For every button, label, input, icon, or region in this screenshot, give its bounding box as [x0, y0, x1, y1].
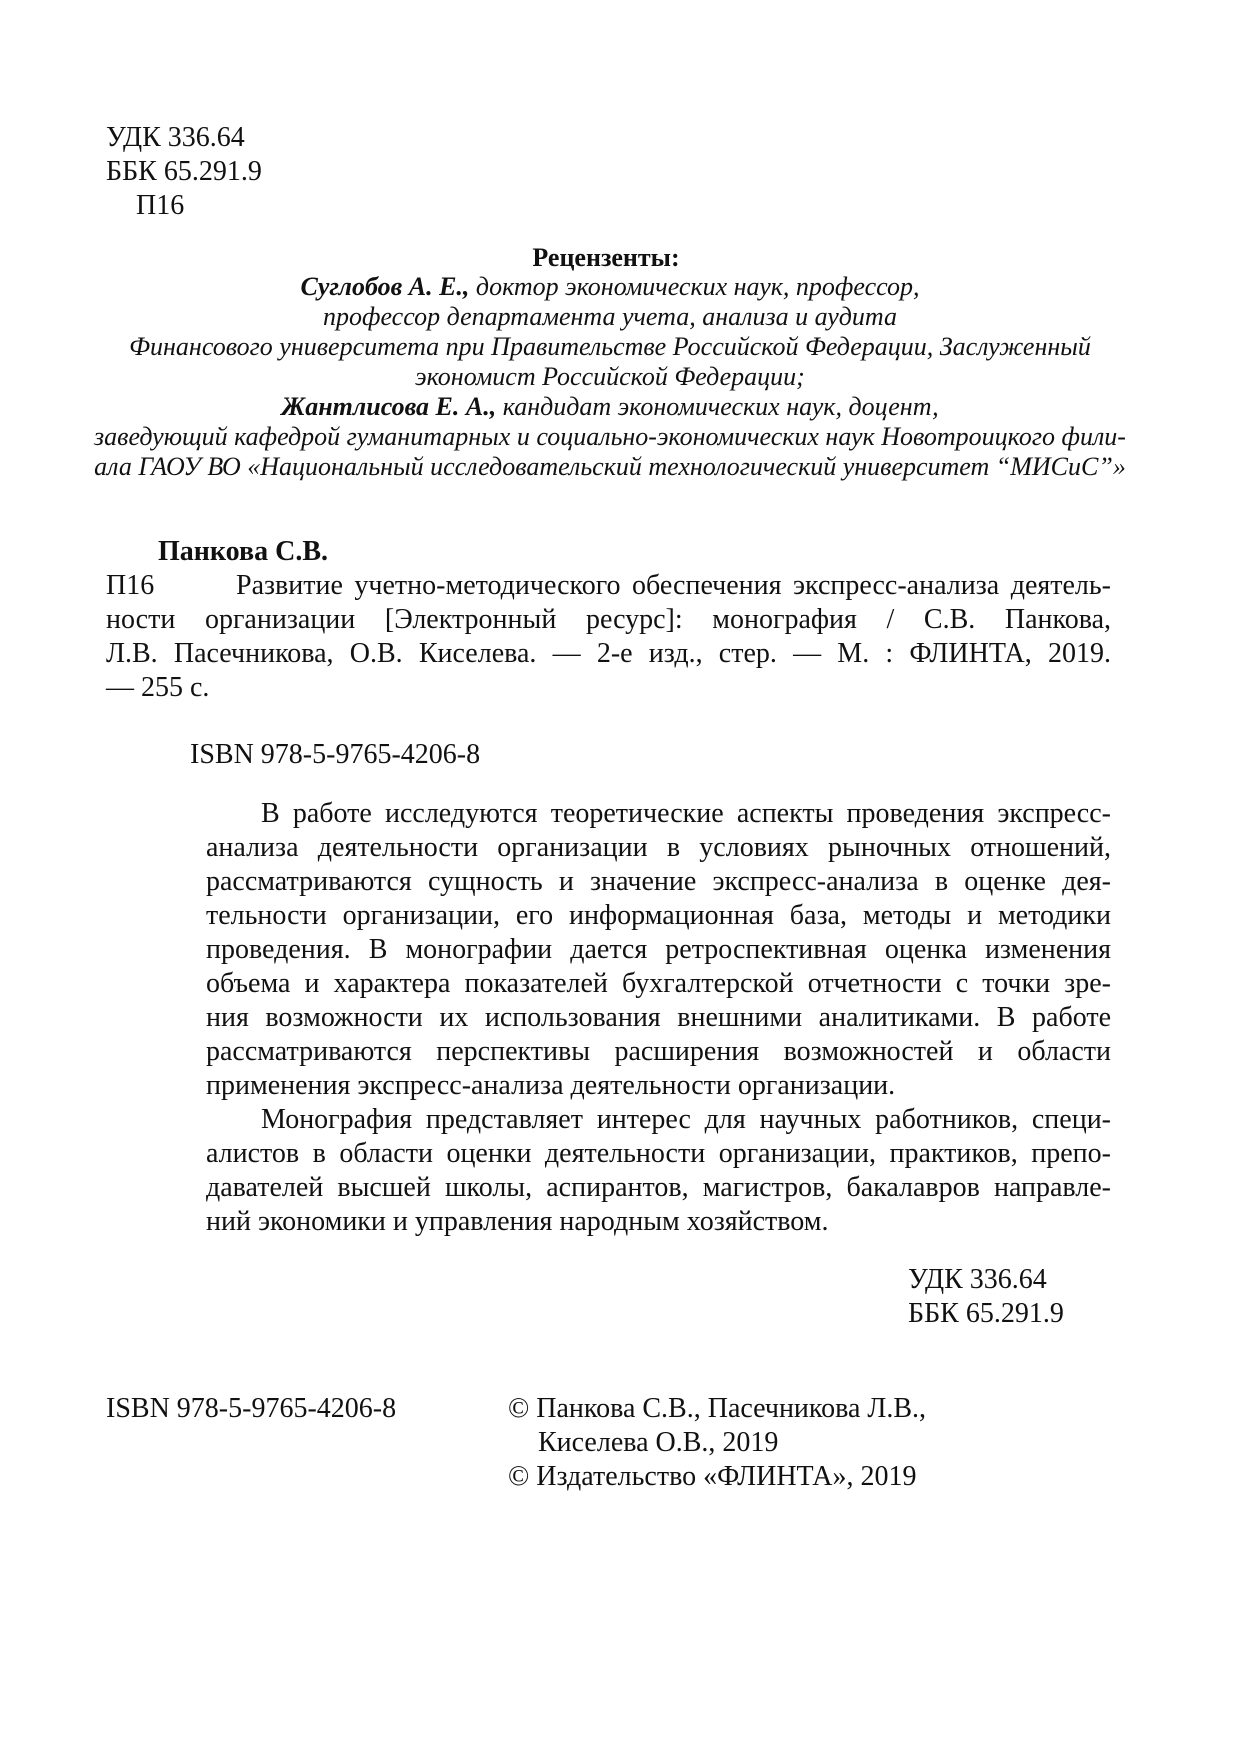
abstract-line: проведения. В монографии дается ретроспективная оценка изменения — [206, 934, 1111, 965]
reviewer-details: заведующий кафедрой гуманитарных и социально-экономических наук Новотроицкого фили- — [94, 422, 1126, 451]
author-mark: П16 — [136, 190, 185, 221]
abstract-line: объема и характера показателей бухгалтерской отчетности с точки зре- — [206, 968, 1111, 999]
reviewer-line — [80, 422, 1140, 452]
abstract-line: рассматриваются сущность и значение экспресс-анализа в оценке дея- — [206, 866, 1111, 897]
reviewer-line — [80, 392, 1140, 422]
record-line: ности организации [Электронный ресурс]: монография / С.В. Панкова, — [106, 604, 1111, 635]
bbk-code-bottom: ББК 65.291.9 — [908, 1298, 1064, 1329]
abstract-line: применения экспресс-анализа деятельности организации. — [206, 1070, 896, 1101]
abstract-line: давателей высшей школы, аспирантов, магистров, бакалавров направле- — [206, 1172, 1111, 1203]
reviewer-details: экономист Российской Федерации; — [415, 362, 805, 391]
reviewer-details: ала ГАОУ ВО «Национальный исследовательский технологический университет “МИСиС”» — [94, 452, 1126, 481]
copyright-isbn: ISBN 978-5-9765-4206-8 — [106, 1393, 397, 1424]
reviewer-line — [80, 452, 1140, 482]
reviewer-name: Жантлисова Е. А., — [281, 392, 497, 421]
reviewer-details: доктор экономических наук, профессор, — [469, 272, 920, 301]
abstract-line: рассматриваются перспективы расширения возможностей и области — [206, 1036, 1111, 1067]
abstract-line: ния возможности их использования внешними аналитиками. В работе — [206, 1002, 1111, 1033]
record-description — [106, 569, 1111, 705]
bbk-code: ББК 65.291.9 — [106, 156, 262, 187]
abstract — [206, 797, 1111, 1239]
copyright-authors-cont: Киселева О.В., 2019 — [538, 1427, 779, 1458]
abstract-line: алистов в области оценки деятельности организации, практиков, препо- — [206, 1138, 1111, 1169]
copyright-publisher: © Издательство «ФЛИНТА», 2019 — [508, 1461, 917, 1492]
record-line: Л.В. Пасечникова, О.В. Киселева. — 2-е изд., стер. — М. : ФЛИНТА, 2019. — [106, 638, 1111, 669]
reviewer-name: Суглобов А. Е., — [300, 272, 470, 301]
record-line: — 255 с. — [106, 672, 210, 703]
abstract-line: анализа деятельности организации в условиях рыночных отношений, — [206, 832, 1111, 863]
reviewer-details: Финансового университета при Правительстве Российской Федерации, Заслуженный — [129, 332, 1091, 361]
record-line: Развитие учетно-методического обеспечения экспресс-анализа деятель- — [236, 570, 1111, 601]
udk-code: УДК 336.64 — [106, 122, 245, 153]
udk-code-bottom: УДК 336.64 — [908, 1264, 1047, 1295]
abstract-line: тельности организации, его информационная база, методы и методики — [206, 900, 1111, 931]
record-author: Панкова С.В. — [158, 536, 328, 567]
reviewer-line — [80, 272, 1140, 302]
abstract-line: В работе исследуются теоретические аспекты проведения экспресс- — [261, 798, 1111, 829]
reviewer-line — [80, 302, 1140, 332]
reviewer-details: кандидат экономических наук, доцент, — [496, 392, 939, 421]
abstract-line: Монография представляет интерес для научных работников, специ- — [261, 1104, 1111, 1135]
record-mark: П16 — [106, 570, 155, 601]
abstract-line: ний экономики и управления народным хозяйством. — [206, 1206, 829, 1237]
reviewer-line — [80, 362, 1140, 392]
reviewer-details: профессор департамента учета, анализа и аудита — [323, 302, 897, 331]
copyright-authors: © Панкова С.В., Пасечникова Л.В., — [508, 1393, 927, 1424]
reviewers-list — [80, 272, 1140, 482]
reviewers-heading: Рецензенты: — [532, 243, 680, 272]
reviewer-line — [80, 332, 1140, 362]
record-isbn: ISBN 978-5-9765-4206-8 — [190, 739, 481, 770]
